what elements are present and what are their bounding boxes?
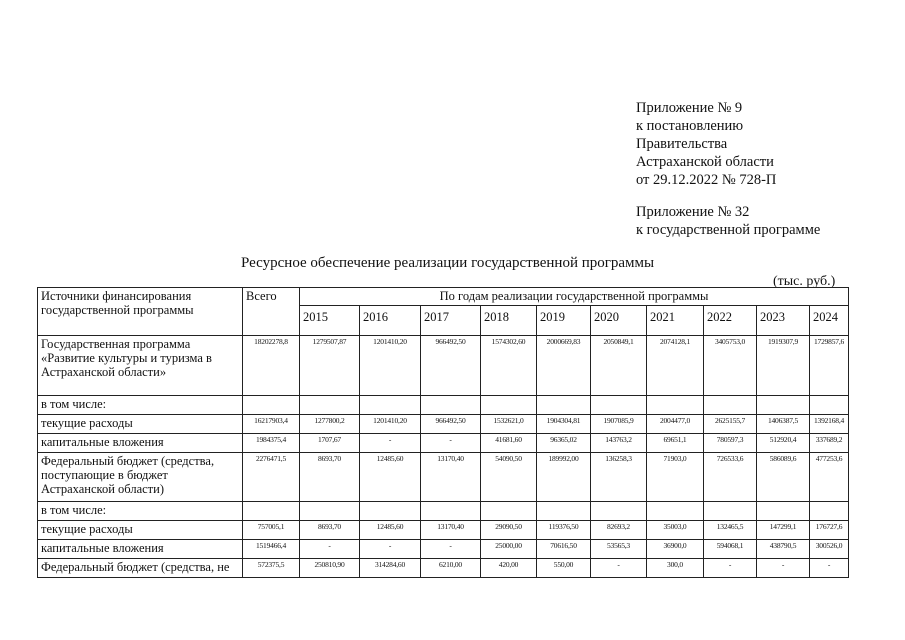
table-body: [38, 288, 849, 578]
cell-year-value: 71903,0: [647, 453, 704, 502]
cell-total: 757005,1: [243, 521, 300, 540]
cell-year-value: 550,00: [537, 559, 591, 578]
cell-year-value: [360, 396, 421, 415]
cell-year-value: [704, 396, 757, 415]
cell-year-value: 780597,3: [704, 434, 757, 453]
cell-year-value: [481, 396, 537, 415]
appendix-line: Астраханской области: [636, 154, 774, 170]
cell-year-value: 25000,00: [481, 540, 537, 559]
year-header: 2019: [537, 306, 591, 336]
cell-year-value: [537, 396, 591, 415]
cell-year-value: 13170,40: [421, 453, 481, 502]
cell-year-value: -: [360, 434, 421, 453]
appendix-program-block: [636, 203, 820, 239]
cell-year-value: 726533,6: [704, 453, 757, 502]
cell-year-value: -: [704, 559, 757, 578]
cell-year-value: [300, 396, 360, 415]
year-header: 2016: [360, 306, 421, 336]
header-row: [38, 288, 849, 306]
cell-year-value: [300, 502, 360, 521]
cell-year-value: 438790,5: [757, 540, 810, 559]
cell-year-value: 420,00: [481, 559, 537, 578]
year-header: 2018: [481, 306, 537, 336]
row-label: Федеральный бюджет (средства, поступающие в бюджет Астраханской области): [38, 453, 243, 502]
row-label: капитальные вложения: [38, 540, 243, 559]
cell-year-value: 12485,60: [360, 453, 421, 502]
cell-year-value: 147299,1: [757, 521, 810, 540]
cell-year-value: 35003,0: [647, 521, 704, 540]
table-row: [38, 415, 849, 434]
cell-year-value: -: [360, 540, 421, 559]
appendix-line: Правительства: [636, 136, 728, 152]
year-header: 2017: [421, 306, 481, 336]
cell-year-value: 136258,3: [591, 453, 647, 502]
cell-year-value: [481, 502, 537, 521]
cell-year-value: 1392168,4: [810, 415, 849, 434]
cell-year-value: 1919307,9: [757, 336, 810, 396]
year-header: 2015: [300, 306, 360, 336]
cell-total: [243, 502, 300, 521]
row-label: в том числе:: [38, 502, 243, 521]
cell-year-value: 2004477,0: [647, 415, 704, 434]
cell-year-value: 6210,00: [421, 559, 481, 578]
document-title: Ресурсное обеспечение реализации государственной программы: [241, 255, 655, 271]
cell-total: 572375,5: [243, 559, 300, 578]
table-row: [38, 336, 849, 396]
cell-year-value: -: [757, 559, 810, 578]
cell-year-value: 54090,50: [481, 453, 537, 502]
cell-year-value: 250810,90: [300, 559, 360, 578]
cell-year-value: [647, 502, 704, 521]
cell-year-value: [421, 396, 481, 415]
cell-year-value: 53565,3: [591, 540, 647, 559]
appendix-line: от 29.12.2022 № 728-П: [636, 172, 777, 188]
row-label: капитальные вложения: [38, 434, 243, 453]
cell-year-value: 69651,1: [647, 434, 704, 453]
cell-year-value: -: [591, 559, 647, 578]
cell-year-value: 1907085,9: [591, 415, 647, 434]
cell-year-value: 1277800,2: [300, 415, 360, 434]
cell-year-value: [537, 502, 591, 521]
header-source: Источники финансирования государственной программы: [38, 288, 243, 336]
cell-year-value: 36900,0: [647, 540, 704, 559]
cell-year-value: 1279507,87: [300, 336, 360, 396]
cell-year-value: 1574302,60: [481, 336, 537, 396]
resource-table: [37, 287, 849, 578]
table-row: [38, 559, 849, 578]
cell-year-value: 119376,50: [537, 521, 591, 540]
cell-year-value: 8693,70: [300, 453, 360, 502]
table-row: [38, 502, 849, 521]
cell-year-value: [704, 502, 757, 521]
cell-year-value: 314284,60: [360, 559, 421, 578]
cell-year-value: 8693,70: [300, 521, 360, 540]
cell-year-value: 82693,2: [591, 521, 647, 540]
cell-year-value: 337689,2: [810, 434, 849, 453]
cell-year-value: [810, 502, 849, 521]
cell-year-value: 512920,4: [757, 434, 810, 453]
table-row: [38, 434, 849, 453]
year-header: 2023: [757, 306, 810, 336]
cell-year-value: 2000669,83: [537, 336, 591, 396]
cell-year-value: [360, 502, 421, 521]
cell-year-value: 1707,67: [300, 434, 360, 453]
cell-year-value: 594068,1: [704, 540, 757, 559]
cell-year-value: 300526,0: [810, 540, 849, 559]
row-label: в том числе:: [38, 396, 243, 415]
cell-year-value: [757, 396, 810, 415]
table-row: [38, 540, 849, 559]
row-label: текущие расходы: [38, 521, 243, 540]
cell-total: 1984375,4: [243, 434, 300, 453]
cell-year-value: 1532621,0: [481, 415, 537, 434]
row-label: текущие расходы: [38, 415, 243, 434]
appendix-line: к постановлению: [636, 118, 744, 134]
cell-year-value: 176727,6: [810, 521, 849, 540]
cell-total: [243, 396, 300, 415]
cell-total: 18202278,8: [243, 336, 300, 396]
year-header: 2022: [704, 306, 757, 336]
header-by-years: По годам реализации государственной программы: [300, 288, 849, 306]
header-total: Всего: [243, 288, 300, 336]
appendix-block: [636, 99, 776, 189]
cell-year-value: 1406387,5: [757, 415, 810, 434]
cell-year-value: 2625155,7: [704, 415, 757, 434]
table-row: [38, 396, 849, 415]
table-row: [38, 453, 849, 502]
cell-year-value: -: [421, 434, 481, 453]
table-row: [38, 521, 849, 540]
cell-year-value: 143763,2: [591, 434, 647, 453]
year-header: 2020: [591, 306, 647, 336]
cell-year-value: [810, 396, 849, 415]
cell-year-value: [757, 502, 810, 521]
year-header: 2021: [647, 306, 704, 336]
appendix-line: Приложение № 9: [636, 100, 743, 116]
cell-year-value: 586089,6: [757, 453, 810, 502]
appendix-line: к государственной программе: [636, 222, 821, 238]
cell-year-value: 1904304,81: [537, 415, 591, 434]
cell-year-value: 2074128,1: [647, 336, 704, 396]
cell-year-value: 3405753,0: [704, 336, 757, 396]
cell-year-value: 96365,02: [537, 434, 591, 453]
cell-year-value: [647, 396, 704, 415]
cell-year-value: -: [300, 540, 360, 559]
cell-year-value: 29090,50: [481, 521, 537, 540]
cell-year-value: 2050849,1: [591, 336, 647, 396]
cell-year-value: 966492,50: [421, 415, 481, 434]
cell-year-value: [591, 502, 647, 521]
cell-year-value: 70616,50: [537, 540, 591, 559]
cell-year-value: [591, 396, 647, 415]
units-label: (тыс. руб.): [773, 274, 836, 289]
cell-year-value: 966492,50: [421, 336, 481, 396]
cell-year-value: 132465,5: [704, 521, 757, 540]
cell-year-value: 13170,40: [421, 521, 481, 540]
cell-year-value: 1201410,20: [360, 336, 421, 396]
appendix-line: Приложение № 32: [636, 204, 750, 220]
year-header: 2024: [810, 306, 849, 336]
cell-year-value: 300,0: [647, 559, 704, 578]
cell-total: 1519466,4: [243, 540, 300, 559]
cell-total: 2276471,5: [243, 453, 300, 502]
row-label: Федеральный бюджет (средства, не: [38, 559, 243, 578]
cell-year-value: 1201410,20: [360, 415, 421, 434]
cell-year-value: 41681,60: [481, 434, 537, 453]
cell-year-value: [421, 502, 481, 521]
cell-year-value: 477253,6: [810, 453, 849, 502]
cell-year-value: 12485,60: [360, 521, 421, 540]
cell-year-value: 1729857,6: [810, 336, 849, 396]
row-label: Государственная программа «Развитие культуры и туризма в Астраханской области»: [38, 336, 243, 396]
cell-total: 16217903,4: [243, 415, 300, 434]
cell-year-value: 189992,00: [537, 453, 591, 502]
cell-year-value: -: [810, 559, 849, 578]
cell-year-value: -: [421, 540, 481, 559]
